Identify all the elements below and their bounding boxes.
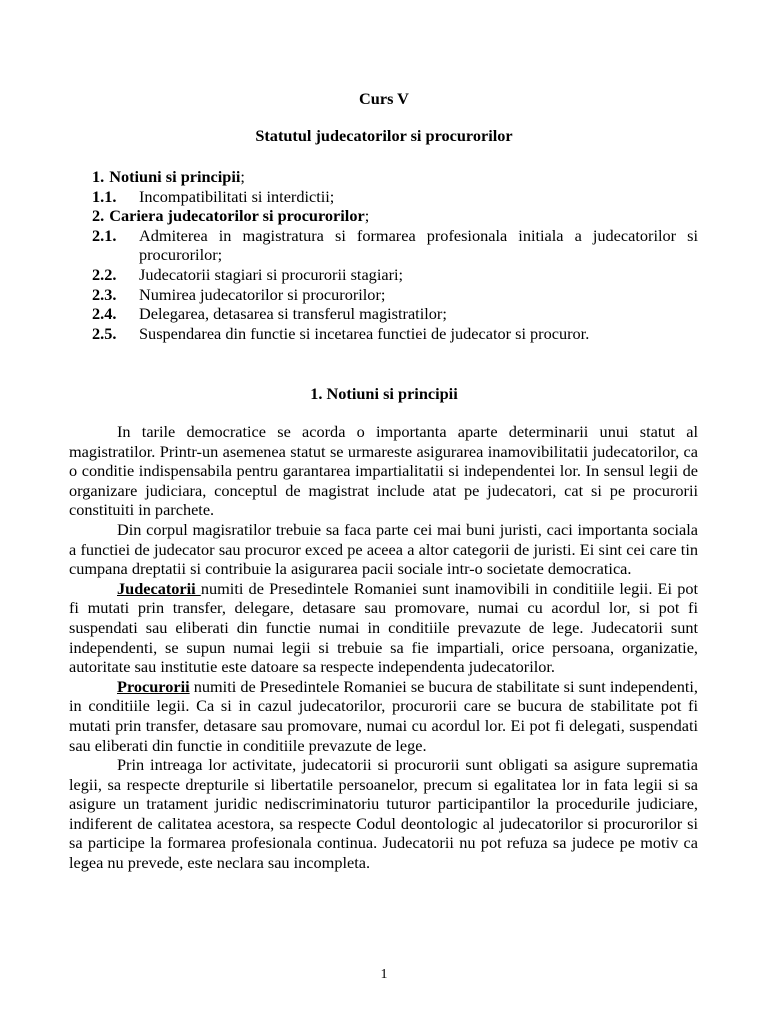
toc-item-number: 1.1. [92, 186, 117, 206]
paragraph [69, 677, 698, 755]
toc-item-text: Judecatorii stagiari si procurorii stagiari; [139, 264, 404, 284]
toc-item [92, 265, 698, 285]
paragraph [69, 520, 698, 579]
paragraph [69, 755, 698, 873]
toc-item [92, 324, 698, 344]
toc-item-text: Cariera judecatorilor si procurorilor [109, 206, 365, 226]
toc-item-number: 1. [92, 167, 105, 186]
body-text [69, 422, 698, 873]
paragraph-text: Din corpul magisratilor trebuie sa faca parte cei mai buni juristi, caci importanta sociala a functiei de judecator sau procuror exced pe aceea a altor categorii de juristi. Ei sint cei care tin cumpana dreptatii si contribuie la asigurarea pacii sociale intr-o societate democratica. [69, 519, 698, 579]
toc-item [92, 304, 698, 324]
toc-item-text: Suspendarea din functie si incetarea functiei de judecator si procuror. [139, 323, 590, 343]
toc-item-text: Delegarea, detasarea si transferul magistratilor; [139, 304, 447, 324]
toc-item-suffix: ; [240, 167, 245, 186]
toc-item-text: Numirea judecatorilor si procurorilor; [139, 284, 386, 304]
toc-item-number: 2.4. [92, 304, 117, 324]
toc-item-number: 2.2. [92, 264, 117, 284]
paragraph [69, 422, 698, 520]
section-heading: 1. Notiuni si principii [310, 384, 458, 403]
page-number: 1 [380, 967, 388, 982]
toc-item-text: Notiuni si principii [109, 167, 241, 186]
paragraph-text: numiti de Presedintele Romaniei sunt inamovibili in conditiile legii. Ei pot fi mutati prin transfer, delegare, detasare sau promovare, numai cu acordul lor, si pot fi suspendati sau eliberati din functie numai in conditiile prevazute de lege. Judecatorii sunt independenti, se supun numai legii si trebuie sa fie impartiali, orice persoana, organizatie, autoritate sau institutie este datoare sa respecte independenta judecatorilor. [69, 578, 699, 677]
document-subtitle: Statutul judecatorilor si procurorilor [255, 126, 513, 145]
toc-item-text: Incompatibilitati si interdictii; [139, 186, 335, 206]
toc-item [92, 206, 698, 226]
paragraph-text: numiti de Presedintele Romaniei se bucura de stabilitate si sunt independenti, in conditiile legii. Ca si in cazul judecatorilor, procurorii care se bucura de stabilitate pot fi mutati prin transfer, detasare sau promovare, numai cu acordul lor. Ei pot fi delegati, suspendati sau eliberati din functie in conditiile prevazute de lege. [69, 676, 698, 755]
toc-item-number: 2.3. [92, 284, 117, 304]
toc-item-number: 2.1. [92, 225, 117, 245]
toc-item-number: 2. [92, 206, 105, 226]
toc-item [92, 285, 698, 305]
toc-item [92, 226, 698, 265]
paragraph [69, 579, 698, 677]
toc-item [92, 167, 698, 187]
paragraph-lead-term: Procurorii [117, 676, 190, 696]
paragraph-lead-term: Judecatorii [117, 578, 201, 598]
document-title: Curs V [359, 89, 409, 108]
toc-item-suffix: ; [364, 206, 370, 226]
paragraph-text: Prin intreaga lor activitate, judecatorii si procurorii sunt obligati sa asigure suprematia legii, sa respecte drepturile si libertatile persoanelor, precum si egalitatea lor in fata legii si sa asigure un tratament juridic nediscriminatoriu tuturor participantilor la procedurile judiciare, indiferent de calitatea acestora, sa respecte Codul deontologic al judecatorilor si procurorilor si sa participe la formarea profesionala continua. Judecatorii nu pot refuza sa judece pe motiv ca legea nu prevede, este neclara sau incompleta. [69, 755, 698, 873]
toc-item-text: Admiterea in magistratura si formarea profesionala initiala a judecatorilor si procurorilor; [139, 225, 698, 265]
toc-item [92, 187, 698, 207]
toc-item-number: 2.5. [92, 323, 117, 343]
paragraph-text: In tarile democratice se acorda o importanta aparte determinarii unui statut al magistratilor. Printr-un asemenea statut se urmareste asigurarea inamovibilitatii judecatorilor, ca o conditie indispensabila pentru garantarea impartialitatii si independentei lor. In sensul legii de organizare judiciara, conceptul de magistrat include atat pe judecatori, cat si pe procurorii constituiti in parchete. [69, 422, 698, 520]
table-of-contents [92, 167, 698, 343]
